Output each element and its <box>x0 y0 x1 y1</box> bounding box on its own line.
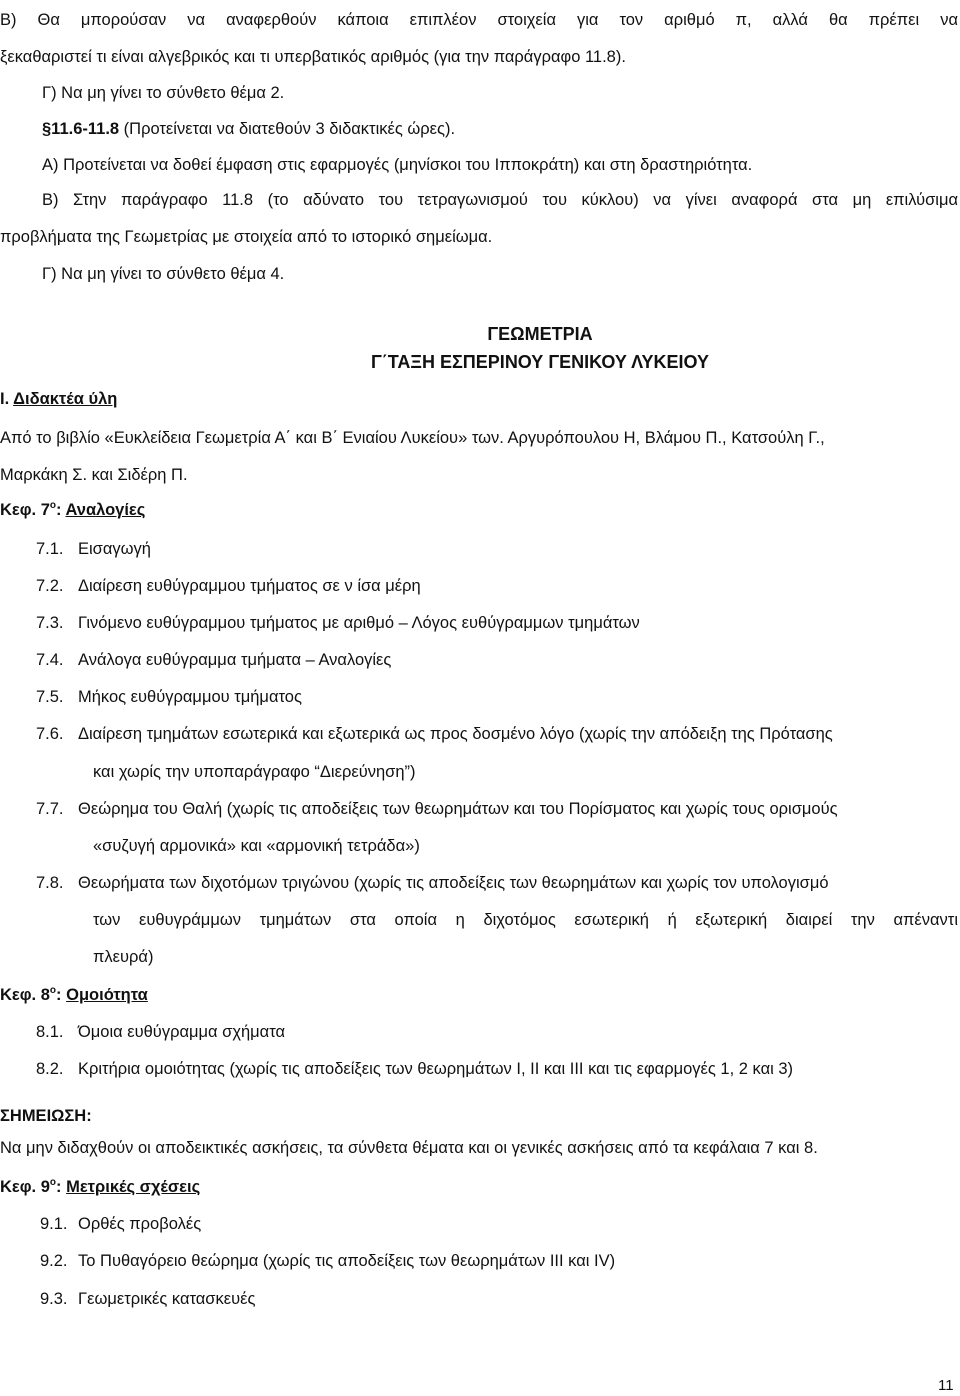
chapter-title: Ομοιότητα <box>66 986 148 1004</box>
note-text: Να μην διδαχθούν οι αποδεικτικές ασκήσεις, τα σύνθετα θέματα και οι γενικές ασκήσεις από τα κεφάλαια 7 και 8. <box>0 1139 818 1157</box>
item-text: Γεωμετρικές κατασκευές <box>78 1290 256 1308</box>
chapter-separator: : <box>56 986 67 1004</box>
item-number: 7.4. <box>36 651 64 669</box>
section-reference: §11.6-11.8 <box>42 120 120 138</box>
item-number: 7.6. <box>36 725 64 743</box>
paragraph-line: Α) Προτείνεται να δοθεί έμφαση στις εφαρμογές (μηνίσκοι του Ιπποκράτη) και στη δραστηριότητα. <box>42 156 753 174</box>
section-prefix: Ι. <box>0 390 14 408</box>
chapter-title: Μετρικές σχέσεις <box>66 1178 201 1196</box>
section-reference-line <box>42 119 455 139</box>
document-title: ΓΕΩΜΕΤΡΙΑ <box>487 324 593 344</box>
item-text-continuation: και χωρίς την υποπαράγραφο “Διερεύνηση”) <box>93 763 416 781</box>
paragraph-line: ξεκαθαριστεί τι είναι αλγεβρικός και τι υπερβατικός αριθμός (για την παράγραφο 11.8). <box>0 48 626 66</box>
item-number: 9.2. <box>40 1252 68 1270</box>
list-item <box>40 1289 255 1309</box>
item-number: 9.1. <box>40 1215 68 1233</box>
chapter-separator: : <box>56 501 66 519</box>
item-text-continuation: «συζυγή αρμονικά» και «αρμονική τετράδα») <box>93 837 420 855</box>
section-note: (Προτείνεται να διατεθούν 3 διδακτικές ώρες). <box>119 120 456 138</box>
section-title: Διδακτέα ύλη <box>13 390 118 408</box>
item-number: 7.3. <box>36 614 64 632</box>
paragraph-line: Β) Στην παράγραφο 11.8 (το αδύνατο του τετραγωνισμού του κύκλου) να γίνει αναφορά στα μη επιλύσιμα <box>42 191 958 209</box>
item-text: Διαίρεση ευθύγραμμου τμήματος σε ν ίσα μέρη <box>78 577 421 595</box>
chapter-label: Κεφ. 9 <box>0 1178 50 1196</box>
chapter-title: Αναλογίες <box>65 501 146 519</box>
list-item <box>36 576 421 596</box>
chapter-label: Κεφ. 8 <box>0 986 50 1004</box>
paragraph-line: προβλήματα της Γεωμετρίας με στοιχεία από το ιστορικό σημείωμα. <box>0 228 493 246</box>
item-number: 8.2. <box>36 1060 64 1078</box>
item-number: 8.1. <box>36 1023 64 1041</box>
paragraph-line: Β) Θα μπορούσαν να αναφερθούν κάποια επιπλέον στοιχεία για τον αριθμό π, αλλά θα πρέπει να <box>0 11 958 29</box>
document-subtitle: Γ΄ΤΑΞΗ ΕΣΠΕΡΙΝΟΥ ΓΕΝΙΚΟΥ ΛΥΚΕΙΟΥ <box>370 352 710 372</box>
source-line: Μαρκάκη Σ. και Σιδέρη Π. <box>0 466 188 484</box>
list-item <box>40 1214 201 1234</box>
source-line: Από το βιβλίο «Ευκλείδεια Γεωμετρία Α΄ και Β΄ Ενιαίου Λυκείου» των. Αργυρόπουλου Η, Βλάμου Π., Κατσούλη Γ., <box>0 429 825 447</box>
page-number: 11 <box>938 1377 954 1394</box>
chapter-ordinal: ο <box>49 1177 57 1188</box>
list-item <box>36 724 833 744</box>
item-text-continuation: των ευθυγράμμων τμημάτων στα οποία η διχοτόμος εσωτερική ή εξωτερική διαιρεί την απέναντι <box>93 911 958 929</box>
item-text-continuation: πλευρά) <box>93 948 154 966</box>
item-text: Το Πυθαγόρειο θεώρημα (χωρίς τις αποδείξεις των θεωρημάτων III και IV) <box>78 1252 616 1270</box>
item-number: 7.7. <box>36 800 64 818</box>
list-item <box>36 613 640 633</box>
chapter-heading <box>0 500 145 520</box>
chapter-heading <box>0 985 148 1005</box>
list-item <box>36 539 151 559</box>
list-item <box>40 1251 615 1271</box>
chapter-ordinal: ο <box>49 985 57 996</box>
item-text: Μήκος ευθύγραμμου τμήματος <box>78 688 302 706</box>
note-label: ΣΗΜΕΙΩΣΗ: <box>0 1107 92 1125</box>
item-number: 7.2. <box>36 577 64 595</box>
item-text: Ορθές προβολές <box>78 1215 202 1233</box>
paragraph-line: Γ) Να μη γίνει το σύνθετο θέμα 2. <box>42 84 285 102</box>
chapter-label: Κεφ. 7 <box>0 501 50 519</box>
paragraph-line: Γ) Να μη γίνει το σύνθετο θέμα 4. <box>42 265 285 283</box>
chapter-separator: : <box>56 1178 67 1196</box>
chapter-heading <box>0 1177 200 1197</box>
item-text: Γινόμενο ευθύγραμμου τμήματος με αριθμό – Λόγος ευθύγραμμων τμημάτων <box>78 614 640 632</box>
item-number: 9.3. <box>40 1290 68 1308</box>
item-text: Εισαγωγή <box>78 540 151 558</box>
item-number: 7.1. <box>36 540 64 558</box>
list-item <box>36 650 391 670</box>
list-item <box>36 1022 285 1042</box>
chapter-ordinal: ο <box>49 500 57 511</box>
list-item <box>36 687 302 707</box>
list-item <box>36 1059 793 1079</box>
item-number: 7.8. <box>36 874 64 892</box>
item-text: Κριτήρια ομοιότητας (χωρίς τις αποδείξεις των θεωρημάτων I, II και III και τις εφαρμογές 1, 2 και 3) <box>78 1060 794 1078</box>
item-text: Θεώρημα του Θαλή (χωρίς τις αποδείξεις των θεωρημάτων και του Πορίσματος και χωρίς τους ορισμούς <box>78 800 838 818</box>
list-item <box>36 799 838 819</box>
list-item <box>36 873 829 893</box>
item-text: Διαίρεση τμημάτων εσωτερικά και εξωτερικά ως προς δοσμένο λόγο (χωρίς την απόδειξη της Πρότασης <box>78 725 833 743</box>
item-text: Όμοια ευθύγραμμα σχήματα <box>78 1023 286 1041</box>
item-number: 7.5. <box>36 688 64 706</box>
section-heading <box>0 389 117 409</box>
item-text: Ανάλογα ευθύγραμμα τμήματα – Αναλογίες <box>78 651 392 669</box>
item-text: Θεωρήματα των διχοτόμων τριγώνου (χωρίς τις αποδείξεις των θεωρημάτων και χωρίς τον υπολογισμό <box>78 874 829 892</box>
